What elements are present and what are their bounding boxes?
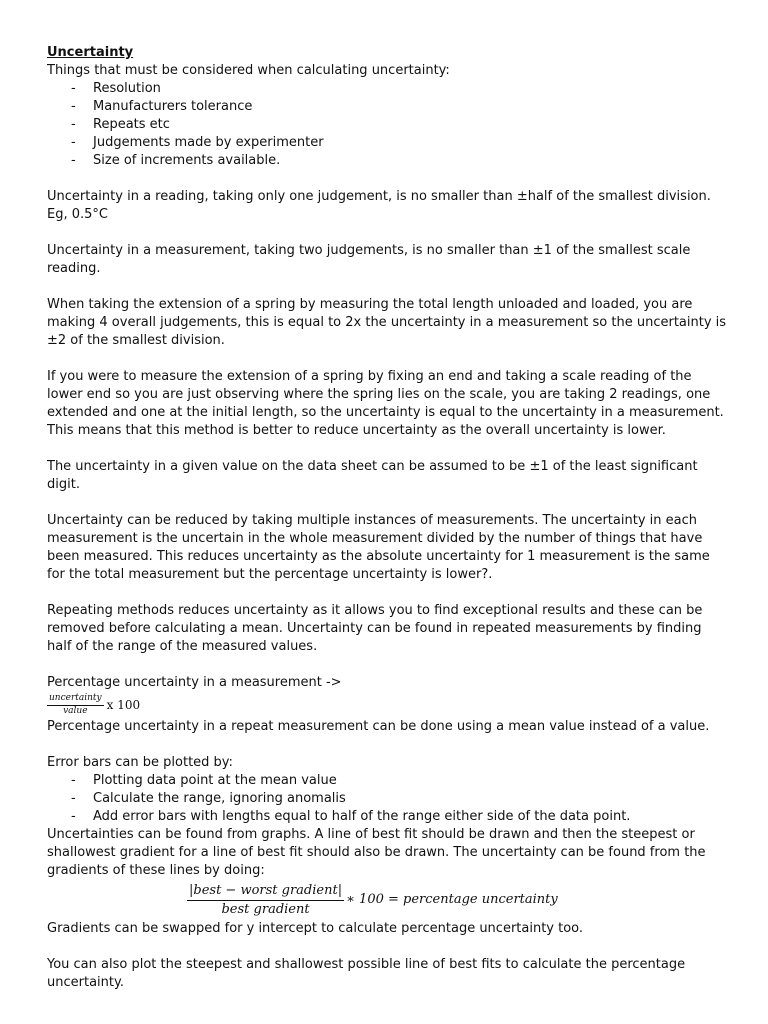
list-item: - Add error bars with lengths equal to half of the range either side of the data point. [47,808,727,826]
considerations-list [47,80,727,170]
pct-formula [47,692,727,718]
gradient-denominator: best gradient [221,901,310,917]
document-page [47,44,727,992]
intro-text: Things that must be considered when calculating uncertainty: [47,63,450,78]
paragraph-spring-fixed: If you were to measure the extension of a spring by fixing an end and taking a scale reading of the lower end so you are just observing where the spring lies on the scale, you are taking 2 readings, one extended and one at the initial length, so the uncertainty is equal to the uncertainty in a measurement. This means that this method is better to reduce uncertainty as the overall uncertainty is lower. [47,369,724,438]
paragraph-measurement: Uncertainty in a measurement, taking two judgements, is no smaller than ±1 of the smallest scale reading. [47,243,691,276]
error-bars-intro: Error bars can be plotted by: [47,755,233,770]
paragraph-data-sheet: The uncertainty in a given value on the data sheet can be assumed to be ±1 of the least significant digit. [47,459,698,492]
paragraph-reading: Uncertainty in a reading, taking only one judgement, is no smaller than ±half of the smallest division. Eg, 0.5°C [47,189,711,222]
paragraph-steepest: You can also plot the steepest and shallowest possible line of best fits to calculate the percentage uncertainty. [47,957,686,990]
list-item: - Repeats etc [47,116,727,134]
paragraph-repeating: Repeating methods reduces uncertainty as it allows you to find exceptional results and these can be removed before calculating a mean. Uncertainty can be found in repeated measurements by finding half of the range of the measured values. [47,603,703,654]
pct-fraction [47,693,104,717]
pct-tail: x 100 [106,698,141,712]
list-item: - Resolution [47,80,727,98]
gradient-fraction [187,882,344,919]
list-item: - Calculate the range, ignoring anomalis [47,790,727,808]
list-item: - Plotting data point at the mean value [47,772,727,790]
pct-label: Percentage uncertainty in a measurement -> [47,675,342,690]
error-bar-steps [47,772,727,826]
gradient-tail: ∗ 100 = percentage uncertainty [346,892,558,907]
paragraph-multiple: Uncertainty can be reduced by taking multiple instances of measurements. The uncertainty in each measurement is the uncertain in the whole measurement divided by the number of things that have been measured. This reduces uncertainty as the absolute uncertainty for 1 measurement is the same for the total measurement but the percentage uncertainty is lower?. [47,513,710,582]
pct-denominator: value [63,706,88,716]
paragraph-pct-repeat: Percentage uncertainty in a repeat measurement can be done using a mean value instead of a value. [47,719,710,734]
paragraph-spring-total: When taking the extension of a spring by measuring the total length unloaded and loaded, you are making 4 overall judgements, this is equal to 2x the uncertainty in a measurement so the uncertainty is ±2 of the smallest division. [47,297,727,348]
paragraph-swap: Gradients can be swapped for y intercept to calculate percentage uncertainty too. [47,921,584,936]
gradient-formula [187,880,727,920]
list-item: - Manufacturers tolerance [47,98,727,116]
pct-numerator: uncertainty [47,693,104,706]
list-item: - Judgements made by experimenter [47,134,727,152]
page-heading: Uncertainty [47,45,134,60]
gradient-numerator: |best − worst gradient| [187,882,344,901]
list-item: - Size of increments available. [47,152,727,170]
paragraph-graphs: Uncertainties can be found from graphs. A line of best fit should be drawn and then the steepest or shallowest gradient for a line of best fit should also be drawn. The uncertainty can be found from the gradients of these lines by doing: [47,827,706,878]
